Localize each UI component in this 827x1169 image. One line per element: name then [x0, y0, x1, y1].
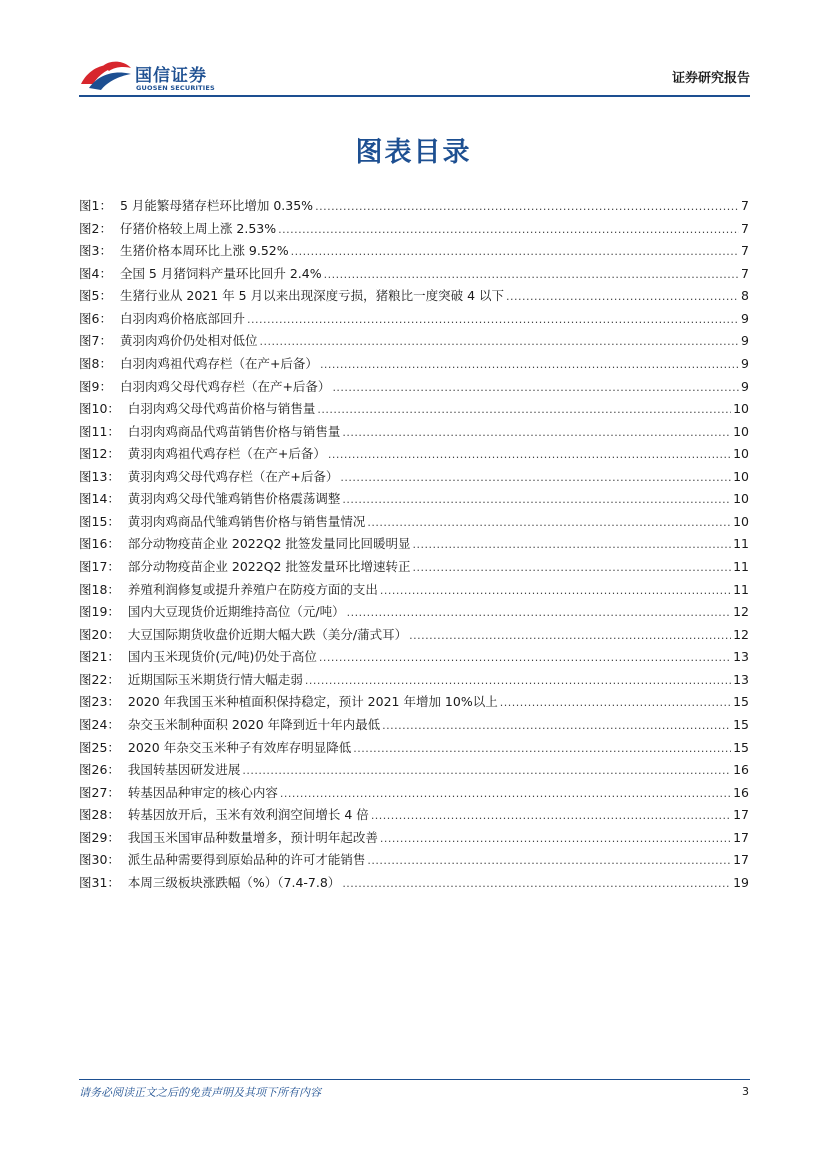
toc-figure-number: 图15：	[79, 513, 120, 529]
toc-figure-number: 图28：	[79, 807, 120, 823]
toc-entry[interactable]	[79, 466, 749, 489]
toc-dot-leader	[247, 309, 739, 332]
toc-page-number: 13	[733, 671, 749, 687]
toc-figure-number: 图3：	[79, 243, 112, 259]
toc-dot-leader	[409, 625, 731, 648]
toc-entry[interactable]	[79, 330, 749, 353]
toc-figure-number: 图9：	[79, 378, 112, 394]
toc-dot-leader	[500, 692, 731, 715]
toc-page-number: 12	[733, 604, 749, 620]
toc-figure-number: 图14：	[79, 491, 120, 507]
toc-figure-number: 图17：	[79, 559, 120, 574]
toc-figure-title: 近期国际玉米期货行情大幅走弱	[127, 671, 303, 687]
toc-entry[interactable]	[79, 782, 749, 805]
toc-entry[interactable]	[79, 759, 749, 782]
toc-page-number: 7	[741, 243, 749, 259]
toc-figure-title: 部分动物疫苗企业 2022Q2 批签发量环比增速转正	[127, 559, 411, 574]
toc-page-number: 10	[733, 423, 749, 439]
toc-page-number: 13	[733, 649, 749, 665]
toc-figure-title: 白羽肉鸡价格底部回升	[119, 310, 245, 326]
toc-dot-leader	[412, 534, 731, 557]
toc-dot-leader	[342, 422, 731, 445]
header-divider	[79, 95, 750, 97]
toc-figure-title: 黄羽肉鸡商品代雏鸡销售价格与销售量情况	[127, 513, 366, 529]
toc-figure-title: 生猪行业从 2021 年 5 月以来出现深度亏损，猪粮比一度突破 4 以下	[119, 288, 505, 304]
toc-dot-leader	[259, 331, 739, 354]
toc-entry[interactable]	[79, 624, 749, 647]
toc-entry[interactable]	[79, 240, 749, 263]
toc-figure-number: 图21：	[79, 649, 120, 665]
toc-figure-title: 我国玉米国审品种数量增多，预计明年起改善	[127, 829, 378, 845]
toc-entry[interactable]	[79, 195, 749, 218]
toc-figure-number: 图8：	[79, 355, 112, 371]
toc-entry[interactable]	[79, 488, 749, 511]
toc-figure-title: 国内大豆现货价近期维持高位（元/吨）	[127, 604, 345, 620]
toc-dot-leader	[347, 602, 731, 625]
toc-page-number: 11	[733, 581, 749, 597]
toc-dot-leader	[340, 467, 731, 490]
footer-divider	[79, 1079, 750, 1080]
toc-page-number: 17	[733, 852, 749, 868]
toc-dot-leader	[324, 264, 739, 287]
toc-figure-title: 白羽肉鸡父母代鸡苗价格与销售量	[127, 401, 316, 417]
toc-entry[interactable]	[79, 601, 749, 624]
toc-figure-title: 大豆国际期货收盘价近期大幅大跌（美分/蒲式耳）	[127, 626, 408, 642]
toc-entry[interactable]	[79, 511, 749, 534]
toc-figure-title: 仔猪价格较上周上涨 2.53%	[119, 220, 277, 236]
toc-dot-leader	[291, 241, 739, 264]
toc-dot-leader	[382, 715, 731, 738]
toc-figure-title: 白羽肉鸡祖代鸡存栏（在产+后备）	[119, 355, 318, 371]
toc-figure-number: 图5：	[79, 288, 112, 304]
toc-entry[interactable]	[79, 285, 749, 308]
toc-figure-title: 本周三级板块涨跌幅（%）（7.4-7.8）	[127, 874, 341, 890]
toc-figure-title: 白羽肉鸡商品代鸡苗销售价格与销售量	[127, 423, 341, 439]
toc-entry[interactable]	[79, 714, 749, 737]
toc-figure-title: 2020 年我国玉米种植面积保持稳定，预计 2021 年增加 10%以上	[127, 694, 498, 710]
toc-figure-number: 图16：	[79, 536, 120, 552]
toc-entry[interactable]	[79, 691, 749, 714]
toc-figure-number: 图7：	[79, 333, 112, 349]
toc-figure-number: 图6：	[79, 310, 112, 326]
toc-page-number: 9	[741, 378, 749, 394]
toc-figure-title: 白羽肉鸡父母代鸡存栏（在产+后备）	[119, 378, 331, 394]
toc-page-number: 10	[733, 513, 749, 529]
toc-entry[interactable]	[79, 579, 749, 602]
toc-entry[interactable]	[79, 421, 749, 444]
toc-page-number: 10	[733, 491, 749, 507]
toc-figure-number: 图26：	[79, 762, 120, 778]
toc-page-number: 12	[733, 626, 749, 642]
toc-figure-title: 养殖利润修复或提升养殖户在防疫方面的支出	[127, 581, 378, 597]
toc-figure-number: 图2：	[79, 220, 112, 236]
toc-dot-leader	[367, 850, 731, 873]
toc-dot-leader	[342, 873, 731, 896]
toc-dot-leader	[371, 805, 731, 828]
page-header	[79, 55, 750, 95]
toc-figure-number: 图27：	[79, 784, 120, 800]
toc-figure-number: 图13：	[79, 468, 120, 484]
toc-page-number: 16	[733, 784, 749, 800]
figure-toc-list	[79, 195, 749, 894]
toc-figure-number: 图24：	[79, 716, 120, 732]
toc-figure-number: 图29：	[79, 829, 120, 845]
toc-page-number: 15	[733, 694, 749, 710]
toc-figure-title: 全国 5 月猪饲料产量环比回升 2.4%	[119, 265, 322, 281]
toc-page-number: 10	[733, 401, 749, 417]
toc-figure-title: 5 月能繁母猪存栏环比增加 0.35%	[119, 198, 314, 213]
toc-page-number: 10	[733, 468, 749, 484]
toc-figure-title: 黄羽肉鸡价仍处相对低位	[119, 333, 258, 349]
toc-page-number: 9	[741, 310, 749, 326]
toc-figure-number: 图11：	[79, 423, 120, 439]
toc-page-number: 17	[733, 829, 749, 845]
toc-entry[interactable]	[79, 646, 749, 669]
toc-figure-title: 2020 年杂交玉米种子有效库存明显降低	[127, 739, 352, 755]
toc-figure-number: 图23：	[79, 694, 120, 710]
toc-page-number: 15	[733, 739, 749, 755]
toc-dot-leader	[319, 647, 731, 670]
page-number: 3	[742, 1085, 749, 1098]
page-title: 图表目录	[355, 137, 472, 168]
toc-figure-title: 国内玉米现货价(元/吨)仍处于高位	[127, 649, 317, 665]
toc-page-number: 7	[741, 220, 749, 236]
toc-entry[interactable]	[79, 849, 749, 872]
toc-dot-leader	[317, 399, 731, 422]
toc-entry[interactable]	[79, 218, 749, 241]
toc-entry[interactable]	[79, 353, 749, 376]
toc-entry[interactable]	[79, 308, 749, 331]
toc-entry[interactable]	[79, 533, 749, 556]
toc-page-number: 19	[733, 874, 749, 890]
toc-figure-title: 黄羽肉鸡祖代鸡存栏（在产+后备）	[127, 446, 326, 462]
toc-dot-leader	[342, 489, 731, 512]
toc-figure-title: 派生品种需要得到原始品种的许可才能销售	[127, 852, 366, 868]
toc-figure-number: 图25：	[79, 739, 120, 755]
toc-page-number: 17	[733, 807, 749, 823]
toc-figure-title: 我国转基因研发进展	[127, 762, 241, 778]
toc-figure-title: 黄羽肉鸡父母代鸡存栏（在产+后备）	[127, 468, 339, 484]
toc-entry[interactable]	[79, 263, 749, 286]
toc-entry[interactable]	[79, 398, 749, 421]
toc-entry[interactable]	[79, 556, 749, 579]
toc-dot-leader	[367, 512, 731, 535]
toc-dot-leader	[280, 783, 731, 806]
toc-entry[interactable]	[79, 872, 749, 895]
toc-entry[interactable]	[79, 737, 749, 760]
toc-page-number: 8	[741, 288, 749, 304]
toc-dot-leader	[353, 738, 731, 761]
toc-figure-title: 杂交玉米制种面积 2020 年降到近十年内最低	[127, 716, 381, 732]
toc-page-number: 9	[741, 333, 749, 349]
toc-figure-number: 图4：	[79, 265, 112, 281]
toc-figure-title: 转基因放开后，玉米有效利润空间增长 4 倍	[127, 807, 369, 823]
toc-figure-number: 图18：	[79, 581, 120, 597]
toc-figure-number: 图20：	[79, 626, 120, 642]
footer-disclaimer: 请务必阅读正文之后的免责声明及其项下所有内容	[79, 1086, 321, 1099]
toc-entry[interactable]	[79, 376, 749, 399]
toc-figure-number: 图31：	[79, 874, 120, 890]
toc-figure-number: 图12：	[79, 446, 120, 462]
toc-entry[interactable]	[79, 804, 749, 827]
toc-figure-number: 图10：	[79, 401, 120, 417]
toc-figure-title: 部分动物疫苗企业 2022Q2 批签发量同比回暖明显	[127, 536, 411, 552]
toc-page-number: 15	[733, 716, 749, 732]
toc-dot-leader	[320, 354, 739, 377]
guosen-logo-icon	[79, 60, 133, 94]
toc-dot-leader	[242, 760, 731, 783]
toc-figure-title: 转基因品种审定的核心内容	[127, 784, 278, 800]
toc-figure-number: 图30：	[79, 852, 120, 868]
toc-dot-leader	[506, 286, 739, 309]
toc-figure-number: 图1：	[79, 198, 112, 213]
logo-english-name: GUOSEN SECURITIES	[136, 84, 215, 92]
toc-dot-leader	[278, 219, 739, 242]
toc-entry[interactable]	[79, 669, 749, 692]
toc-dot-leader	[315, 196, 739, 219]
toc-page-number: 7	[741, 198, 749, 213]
toc-figure-number: 图19：	[79, 604, 120, 620]
toc-entry[interactable]	[79, 827, 749, 850]
toc-figure-title: 黄羽肉鸡父母代雏鸡销售价格震荡调整	[127, 491, 341, 507]
toc-dot-leader	[380, 828, 731, 851]
toc-dot-leader	[412, 557, 731, 580]
toc-page-number: 10	[733, 446, 749, 462]
toc-page-number: 9	[741, 355, 749, 371]
toc-dot-leader	[305, 670, 731, 693]
toc-figure-number: 图22：	[79, 671, 120, 687]
company-logo	[79, 60, 239, 94]
toc-page-number: 11	[733, 536, 749, 552]
toc-dot-leader	[328, 444, 731, 467]
report-type-label: 证券研究报告	[671, 71, 750, 86]
toc-figure-title: 生猪价格本周环比上涨 9.52%	[119, 243, 289, 259]
toc-page-number: 11	[733, 559, 749, 574]
toc-dot-leader	[380, 580, 731, 603]
toc-page-number: 16	[733, 762, 749, 778]
toc-entry[interactable]	[79, 443, 749, 466]
toc-dot-leader	[332, 377, 739, 400]
logo-chinese-name: 国信证券	[135, 66, 207, 86]
toc-page-number: 7	[741, 265, 749, 281]
